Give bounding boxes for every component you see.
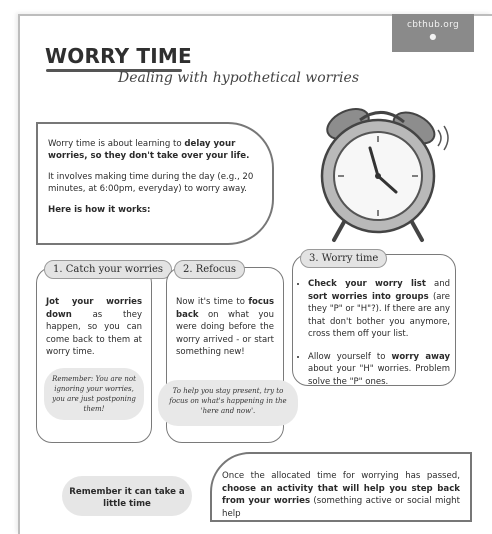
brand-logo-icon: ● <box>429 32 437 41</box>
step-list-worry-time <box>298 278 450 398</box>
step-label-worry-time: 3. Worry time <box>300 249 387 268</box>
intro-paragraph-1: Worry time is about learning to delay your worries, so they don't take over your life. <box>48 139 250 161</box>
note-stay-present: To help you stay present, try to focus on what's happening in the 'here and now'. <box>158 380 298 426</box>
list-item: • Check your worry list and sort worries into groups (are they "P" or "H"?). If there are any that don't bother you anymore, cross them off your list. <box>308 278 450 341</box>
list-item: • Allow yourself to worry away about your "H" worries. Problem solve the "P" ones. <box>308 351 450 389</box>
intro-box <box>36 122 274 245</box>
brand-tab <box>392 14 474 52</box>
page-title: WORRY TIME <box>45 44 192 68</box>
note-remember: Remember: You are not ignoring your worries, you are just postponing them! <box>44 368 144 420</box>
step-text-catch-worries: Jot your worries down as they happen, so you can come back to them at worry time. <box>46 297 142 357</box>
bottom-text-box: Once the allocated time for worrying has passed, choose an activity that will help you step back from your worries (something active or social might help <box>210 452 472 522</box>
step-text-refocus: Now it's time to focus back on what you were doing before the worry arrived - or start something new! <box>176 297 274 357</box>
brand-site: cbthub.org <box>407 20 459 30</box>
intro-paragraph-2: It involves making time during the day (e.g., 20 minutes, at 6:00pm, everyday) to worry away. <box>48 172 254 194</box>
reminder-bubble: Remember it can take a little time <box>62 476 192 516</box>
step-label-catch-worries: 1. Catch your worries <box>44 260 172 279</box>
alarm-clock-icon <box>300 100 460 250</box>
step-label-refocus: 2. Refocus <box>174 260 245 279</box>
page-subtitle: Dealing with hypothetical worries <box>118 70 360 86</box>
intro-paragraph-3: Here is how it works: <box>48 205 151 215</box>
